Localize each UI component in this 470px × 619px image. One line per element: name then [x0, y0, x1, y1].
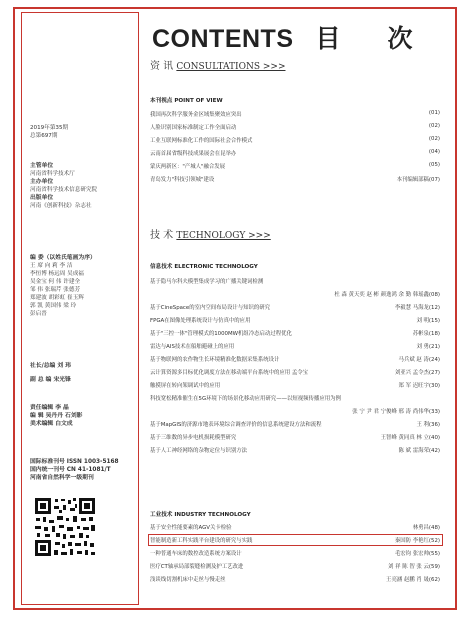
toc-entry[interactable]: [150, 162, 440, 175]
toc-entry[interactable]: [150, 277, 440, 290]
section-label-en: CONSULTATIONS >>>: [176, 62, 286, 72]
toc-page: 王智峰 黄同真 林 立(40): [380, 435, 440, 441]
section-label-en: TECHNOLOGY >>>: [176, 231, 271, 241]
tech-subheading-industry: 工业技术 INDUSTRY TECHNOLOGY: [150, 512, 251, 518]
toc-entry[interactable]: [150, 549, 440, 562]
toc-entry[interactable]: [150, 316, 440, 329]
tech-subheading-electronic: 信息技术 ELECTRONIC TECHNOLOGY: [150, 264, 258, 270]
toc-page: (02): [428, 123, 440, 129]
director: 社长/总编 刘 玮: [30, 363, 71, 369]
toc-entry[interactable]: [150, 342, 440, 355]
art-editor: 美术编辑 白文成: [30, 421, 73, 427]
toc-entry[interactable]: [150, 290, 440, 303]
toc-title: 基于安全性能要素的AGV关卡检验: [150, 525, 232, 531]
toc-title: 浅谈线切割机床中走丝与慢走丝: [150, 577, 226, 583]
toc-entry[interactable]: [150, 562, 440, 575]
toc-page: 毛宏钧 张宏帅(55): [394, 551, 440, 557]
toc-title: 医疗CT轴承局部裂缝检测及护工艺改进: [150, 564, 244, 570]
toc-title: 一种普通车床的数控改造系统方案设计: [150, 551, 242, 557]
toc-entry[interactable]: [150, 175, 440, 188]
publisher-label: 出版单位: [30, 195, 54, 201]
editorial-row: 郑建波 胡彩虹 崔玉辉: [30, 295, 84, 301]
toc-entry[interactable]: [150, 575, 440, 588]
editor: 编 辑 吴丹丹 石刘影: [30, 413, 83, 419]
toc-entry[interactable]: [150, 420, 440, 433]
toc-entry[interactable]: [150, 329, 440, 342]
consult-toc: [150, 110, 440, 188]
qr-code: [33, 496, 97, 558]
toc-page: 刘亚兴 孟令杰(27): [394, 370, 440, 376]
tech-toc-industry: [150, 523, 440, 588]
toc-page: 秦国防 李艳红(52): [394, 538, 440, 544]
editorial-row: 邹 伟 张瑞芹 张德芳: [30, 287, 81, 293]
organizer-label: 主管单位: [30, 163, 54, 169]
toc-page: (02): [428, 136, 440, 142]
toc-title: 触摸屏在转向架调试中的应用: [150, 383, 221, 389]
toc-page: 李毅慧 马海龙(12): [394, 305, 440, 311]
toc-page: 陈 斌 雷海荣(42): [398, 448, 440, 454]
editor-in-charge: 责任编辑 李 晶: [30, 405, 69, 411]
toc-title: 蒙庆两新区："产城人"融合发展: [150, 164, 226, 170]
sponsor-label: 主办单位: [30, 179, 54, 185]
toc-entry[interactable]: [150, 446, 440, 459]
toc-title: 我国再次科学服务金区域集聚效应突出: [150, 112, 242, 118]
toc-title: 基于隐马尔科夫模型集成学习的广播关键词检测: [150, 279, 264, 285]
toc-page: 郑 军 迟旺宇(30): [398, 383, 440, 389]
toc-page: 本刊编辑部稿(07): [396, 177, 440, 183]
toc-entry[interactable]: [150, 110, 440, 123]
page-title: [152, 19, 432, 55]
toc-entry[interactable]: [150, 149, 440, 162]
editorial-row: 彭启晋: [30, 311, 47, 317]
toc-title: 工业互联网标准化工作的国际社会合作模式: [150, 138, 253, 144]
toc-entry[interactable]: [150, 381, 440, 394]
toc-entry[interactable]: [150, 123, 440, 136]
toc-page: 刘 明(15): [416, 318, 440, 324]
title-en: CONTENTS: [152, 25, 294, 53]
toc-title: 云计算资源多目标优化调度方法在移动端平台系统中的应用 孟令宝: [150, 370, 309, 376]
toc-entry[interactable]: [150, 368, 440, 381]
toc-title: FPGA在图像处理系统设计与仿真中的应用: [150, 318, 251, 324]
toc-page: 王亮涵 赵鹏 肖 晟(62): [386, 577, 440, 583]
editorial-row: 王 席 向 莉 李 洁: [30, 263, 73, 269]
toc-entry[interactable]: [150, 433, 440, 446]
issn: 国际标准刊号 ISSN 1003-5168: [30, 459, 119, 465]
toc-page: (01): [428, 110, 440, 116]
cn-number: 国内统一刊号 CN 41-1081/T: [30, 467, 111, 473]
editorial-row: 郭 凯 黄国伟 梁 玲: [30, 303, 77, 309]
toc-title: 基于物联网的农作物生长环境精准化数据采集系统设计: [150, 357, 280, 363]
section-header-technology: [150, 226, 271, 241]
section-label-cn: 技 术: [150, 230, 174, 241]
toc-title: 基于人工神经网络的杂物定位与识别方法: [150, 448, 248, 454]
toc-title: 基于MapGIS的济源市地表环境综合调查评价的信息系统建设方法和流程: [150, 422, 322, 428]
toc-page: 马兵斌 赵 涛(24): [398, 357, 440, 363]
consult-subheading: 本刊视点 POINT OF VIEW: [150, 98, 223, 104]
editors-info: [30, 404, 140, 428]
toc-title: 基于"三控一体"管理模式的1000MW机组冷态启动过程优化: [150, 331, 292, 337]
toc-title: 科技宽松精准催生在5G环境下的场景化移动应用研究——以短视频传播应用为例: [150, 396, 341, 402]
editorial-board: [30, 254, 140, 318]
section-label-cn: 资 讯: [150, 61, 174, 72]
toc-page: (05): [428, 162, 440, 168]
editorial-row: 李恒博 杨远周 吴成福: [30, 271, 84, 277]
toc-entry[interactable]: [150, 355, 440, 368]
section-header-consultations: [150, 57, 286, 72]
tech-toc-electronic: [150, 277, 440, 459]
sponsor-value: 河南省科学技术信息研究院: [30, 187, 98, 193]
toc-title: 青岛发力"科技引领城"建设: [150, 177, 215, 183]
publisher-info: [30, 162, 140, 210]
toc-page: 张 宁 尹 君 宁俊峰 邢 涛 尚伟华(33): [352, 409, 440, 415]
issue-total: 总第697期: [30, 133, 58, 139]
editorial-label: 编 委（以姓氏笔画为序）: [30, 255, 96, 261]
toc-title: 人脸识别国家标准制定工作全面启动: [150, 125, 237, 131]
toc-page: 杜 森 黄天奕 赵 彬 颜逸鸿 余 勤 韩瑶鑫(08): [334, 292, 440, 298]
serial-info: [30, 458, 140, 482]
staff-info: [30, 362, 140, 384]
toc-entry[interactable]: [150, 303, 440, 316]
toc-entry[interactable]: [150, 136, 440, 149]
toc-title: 智能制造新工科实践平台建设的研究与实践: [150, 538, 253, 544]
issue-info: [30, 124, 140, 140]
title-cn: 目 次: [315, 25, 433, 53]
toc-title: 云南首届省级科技成果展会在昆举办: [150, 151, 237, 157]
journal-rank: 河南省自然科学一级期刊: [30, 475, 94, 481]
issue-number: 2019年第35期: [30, 125, 69, 131]
editorial-row: 吴金宝 何 伟 许建全: [30, 279, 81, 285]
toc-page: 林勇昌(48): [412, 525, 440, 531]
toc-page: (04): [428, 149, 440, 155]
toc-page: 苏彬泉(18): [412, 331, 440, 337]
toc-title: 雷达与AIS技术在船舶避碰上的应用: [150, 344, 235, 350]
toc-entry[interactable]: [150, 407, 440, 420]
toc-title: 基于三维数的异步电机损耗模型研究: [150, 435, 237, 441]
highlight-box: [148, 534, 443, 546]
toc-page: 刘 祥 陈 智 张 云(59): [388, 564, 440, 570]
publisher-value: 河南《创新科技》杂志社: [30, 203, 92, 209]
deputy-editor: 副 总 编 宋光锋: [30, 377, 71, 383]
organizer-value: 河南省科学技术厅: [30, 171, 75, 177]
toc-entry[interactable]: [150, 394, 440, 407]
toc-page: 王 利(36): [416, 422, 440, 428]
toc-title: 基于CineSpace的室内空间布局设计与知识的研究: [150, 305, 271, 311]
toc-page: 刘 勇(21): [416, 344, 440, 350]
